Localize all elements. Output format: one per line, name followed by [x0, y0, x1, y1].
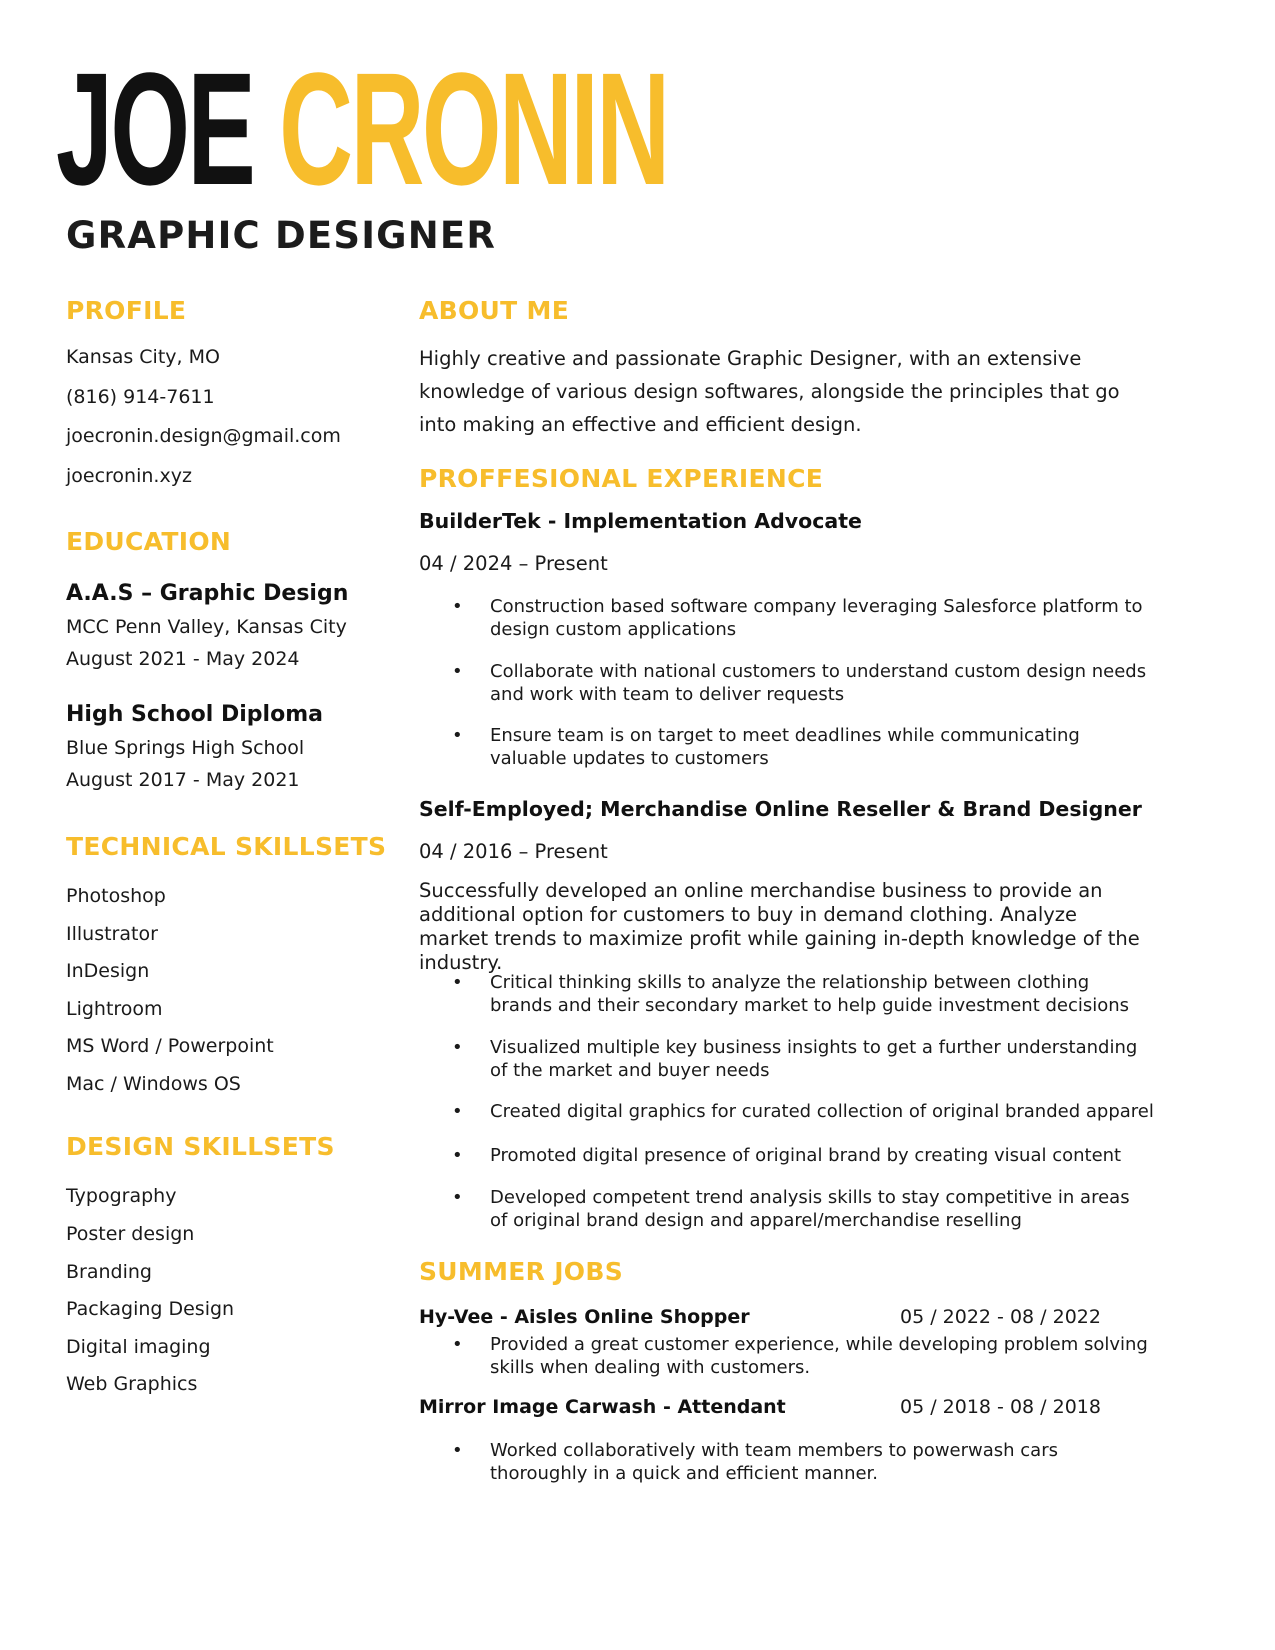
bullet-dot: •: [452, 1440, 463, 1461]
bullet-dot: •: [452, 1334, 463, 1355]
education-degree: High School Diploma: [66, 702, 323, 727]
education-degree: A.A.S – Graphic Design: [66, 581, 349, 606]
education-dates: August 2021 - May 2024: [66, 648, 300, 670]
first-name: JOE: [56, 39, 254, 218]
bullet-dot: •: [452, 972, 463, 993]
bullet-text: Visualized multiple key business insights to get a further understanding of the market and buyer needs: [490, 1037, 1138, 1081]
profile-email[interactable]: joecronin.design@gmail.com: [66, 425, 341, 447]
bullet-dot: •: [452, 1145, 463, 1166]
bullet-item: [452, 595, 1150, 641]
skill-item: Digital imaging: [66, 1336, 211, 1358]
bullet-item: [452, 1144, 1150, 1167]
bullet-item: [452, 1036, 1150, 1082]
about-text: Highly creative and passionate Graphic Designer, with an extensive knowledge of various design softwares, alongside the principles that go into making an effective and efficient design.: [419, 347, 1120, 436]
design-skills-heading: DESIGN SKILLSETS: [66, 1132, 335, 1161]
job-title: Self-Employed; Merchandise Online Reseller & Brand Designer: [419, 797, 1142, 821]
skill-item: InDesign: [66, 960, 150, 982]
candidate-name: [56, 39, 668, 218]
bullet-item: [452, 660, 1150, 706]
technical-skills-heading: TECHNICAL SKILLSETS: [66, 832, 387, 861]
bullet-item: [452, 971, 1150, 1017]
bullet-text: Construction based software company leveraging Salesforce platform to design custom applications: [490, 596, 1143, 640]
summer-jobs-heading: SUMMER JOBS: [419, 1257, 624, 1286]
skill-item: Web Graphics: [66, 1373, 198, 1395]
bullet-item: [452, 1186, 1150, 1232]
profile-website[interactable]: joecronin.xyz: [66, 465, 192, 487]
skill-item: Lightroom: [66, 998, 163, 1020]
bullet-text: Ensure team is on target to meet deadlines while communicating valuable updates to customers: [490, 725, 1080, 769]
bullet-text: Promoted digital presence of original brand by creating visual content: [490, 1145, 1122, 1166]
profile-heading: PROFILE: [66, 296, 187, 325]
skill-item: Branding: [66, 1261, 152, 1283]
skill-item: MS Word / Powerpoint: [66, 1035, 274, 1057]
about-heading: ABOUT ME: [419, 296, 570, 325]
skill-item: Typography: [66, 1185, 177, 1207]
skill-item: Illustrator: [66, 923, 158, 945]
skill-item: Packaging Design: [66, 1298, 235, 1320]
profile-location: Kansas City, MO: [66, 346, 220, 368]
bullet-item: [452, 1333, 1150, 1379]
bullet-text: Developed competent trend analysis skills to stay competitive in areas of original brand design and apparel/merchandise reselling: [490, 1187, 1130, 1231]
bullet-text: Created digital graphics for curated collection of original branded apparel: [490, 1101, 1154, 1122]
profile-phone: (816) 914-7611: [66, 386, 215, 408]
job-title: GRAPHIC DESIGNER: [66, 214, 497, 257]
bullet-text: Critical thinking skills to analyze the relationship between clothing brands and their secondary market to help guide investment decisions: [490, 972, 1130, 1016]
bullet-dot: •: [452, 725, 463, 746]
job-dates: 04 / 2016 – Present: [419, 840, 608, 863]
bullet-item: [452, 724, 1150, 770]
education-school: MCC Penn Valley, Kansas City: [66, 616, 347, 638]
summer-job-title: Hy-Vee - Aisles Online Shopper: [419, 1306, 750, 1328]
skill-item: Mac / Windows OS: [66, 1073, 241, 1095]
bullet-dot: •: [452, 1187, 463, 1208]
job-dates: 04 / 2024 – Present: [419, 552, 608, 575]
experience-heading: PROFFESIONAL EXPERIENCE: [419, 464, 824, 493]
summer-job-title: Mirror Image Carwash - Attendant: [419, 1396, 786, 1418]
skill-item: Photoshop: [66, 885, 166, 907]
last-name: CRONIN: [279, 39, 668, 218]
bullet-text: Provided a great customer experience, while developing problem solving skills when dealing with customers.: [490, 1334, 1148, 1378]
bullet-item: [452, 1439, 1150, 1485]
bullet-dot: •: [452, 1037, 463, 1058]
bullet-item: [452, 1100, 1190, 1123]
job-description: Successfully developed an online merchandise business to provide an additional option for customers to buy in demand clothing. Analyze market trends to maximize profit while gaining in-depth knowledge of the industry.: [419, 879, 1140, 974]
job-title: BuilderTek - Implementation Advocate: [419, 509, 862, 533]
education-heading: EDUCATION: [66, 527, 232, 556]
bullet-dot: •: [452, 596, 463, 617]
education-school: Blue Springs High School: [66, 737, 305, 759]
education-dates: August 2017 - May 2021: [66, 769, 300, 791]
bullet-dot: •: [452, 661, 463, 682]
bullet-text: Worked collaboratively with team members to powerwash cars thoroughly in a quick and efficient manner.: [490, 1440, 1058, 1484]
summer-job-dates: 05 / 2018 - 08 / 2018: [900, 1396, 1101, 1418]
bullet-text: Collaborate with national customers to understand custom design needs and work with team to deliver requests: [490, 661, 1147, 705]
bullet-dot: •: [452, 1101, 463, 1122]
skill-item: Poster design: [66, 1223, 195, 1245]
summer-job-dates: 05 / 2022 - 08 / 2022: [900, 1306, 1101, 1328]
